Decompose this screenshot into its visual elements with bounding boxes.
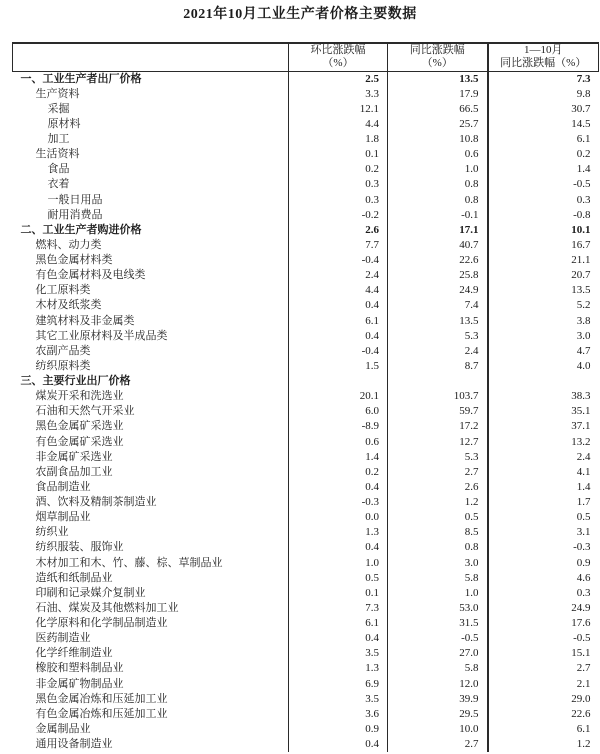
ytd-value: 6.1 xyxy=(488,132,599,147)
mom-value: 0.4 xyxy=(289,328,388,343)
yoy-value: 8.5 xyxy=(388,525,488,540)
col-header-mom-line2: （%） xyxy=(322,57,354,70)
table-row xyxy=(13,479,599,494)
table-row xyxy=(13,570,599,585)
ytd-value: 13.5 xyxy=(488,283,599,298)
mom-value: 0.4 xyxy=(289,479,388,494)
table-row xyxy=(13,616,599,631)
yoy-value: 53.0 xyxy=(388,600,488,615)
table-row xyxy=(13,389,599,404)
yoy-value: 2.7 xyxy=(388,737,488,752)
mom-value: 3.5 xyxy=(289,646,388,661)
row-label: 耐用消费品 xyxy=(47,208,103,221)
row-label: 原材料 xyxy=(47,117,81,130)
yoy-value: 31.5 xyxy=(388,616,488,631)
ytd-value: 30.7 xyxy=(488,101,599,116)
ytd-value: 0.3 xyxy=(488,192,599,207)
yoy-value: 1.2 xyxy=(388,495,488,510)
mom-value: 1.0 xyxy=(289,555,388,570)
row-label: 建筑材料及非金属类 xyxy=(35,314,135,327)
row-label: 通用设备制造业 xyxy=(35,738,113,751)
mom-value: 3.3 xyxy=(289,86,388,101)
row-label: 生产资料 xyxy=(35,87,80,100)
yoy-value: 27.0 xyxy=(388,646,488,661)
ytd-value: 15.1 xyxy=(488,646,599,661)
ytd-value: -0.5 xyxy=(488,177,599,192)
yoy-value: 17.2 xyxy=(388,419,488,434)
table-row xyxy=(13,253,599,268)
yoy-value: 25.7 xyxy=(388,116,488,131)
mom-value: 0.9 xyxy=(289,721,388,736)
mom-value: 0.2 xyxy=(289,464,388,479)
row-label: 一般日用品 xyxy=(47,193,103,206)
ytd-value: 1.7 xyxy=(488,495,599,510)
yoy-value xyxy=(388,374,488,389)
yoy-value: 5.3 xyxy=(388,328,488,343)
mom-value: -0.4 xyxy=(289,343,388,358)
ytd-value: 35.1 xyxy=(488,404,599,419)
row-label: 石油和天然气开采业 xyxy=(35,405,135,418)
ytd-value: 3.1 xyxy=(488,525,599,540)
mom-value: 0.1 xyxy=(289,585,388,600)
row-label: 非金属矿物制品业 xyxy=(35,677,124,690)
mom-value: -0.2 xyxy=(289,207,388,222)
mom-value: 4.4 xyxy=(289,116,388,131)
yoy-value: 25.8 xyxy=(388,268,488,283)
row-label: 化学原料和化学制品制造业 xyxy=(35,617,168,630)
table-row xyxy=(13,358,599,373)
mom-value: 0.3 xyxy=(289,177,388,192)
mom-value: 1.3 xyxy=(289,661,388,676)
ytd-value: 2.4 xyxy=(488,449,599,464)
ytd-value: 0.2 xyxy=(488,147,599,162)
table-row xyxy=(13,101,599,116)
yoy-value: 0.8 xyxy=(388,177,488,192)
yoy-value: 10.8 xyxy=(388,132,488,147)
table-row xyxy=(13,116,599,131)
ytd-value: -0.3 xyxy=(488,540,599,555)
yoy-value: 13.5 xyxy=(388,313,488,328)
row-label: 农副食品加工业 xyxy=(35,465,113,478)
ytd-value: 16.7 xyxy=(488,237,599,252)
mom-value: 0.6 xyxy=(289,434,388,449)
table-row xyxy=(13,600,599,615)
mom-value: 12.1 xyxy=(289,101,388,116)
yoy-value: 12.7 xyxy=(388,434,488,449)
page-title: 2021年10月工业生产者价格主要数据 xyxy=(183,7,417,22)
table-row xyxy=(13,147,599,162)
col-header-mom xyxy=(289,43,388,71)
col-header-ytd-line2: 同比涨跌幅（%） xyxy=(500,57,587,70)
yoy-value: 5.3 xyxy=(388,449,488,464)
ytd-value: 2.1 xyxy=(488,676,599,691)
row-label: 木材加工和木、竹、藤、棕、草制品业 xyxy=(35,556,223,569)
col-header-ytd-line1: 1—10月 xyxy=(524,44,563,57)
mom-value: 6.9 xyxy=(289,676,388,691)
row-label: 橡胶和塑料制品业 xyxy=(35,662,124,675)
ytd-value: 2.7 xyxy=(488,661,599,676)
yoy-value: 13.5 xyxy=(388,71,488,86)
ytd-value: 1.4 xyxy=(488,479,599,494)
row-label: 三、主要行业出厂价格 xyxy=(20,375,131,388)
row-label: 石油、煤炭及其他燃料加工业 xyxy=(35,601,179,614)
table-row xyxy=(13,525,599,540)
table-header xyxy=(13,43,599,71)
mom-value: 1.8 xyxy=(289,132,388,147)
yoy-value: 2.4 xyxy=(388,343,488,358)
table-row xyxy=(13,404,599,419)
yoy-value: 17.9 xyxy=(388,86,488,101)
col-header-yoy-line1: 同比涨跌幅 xyxy=(409,44,465,57)
col-header-yoy xyxy=(388,43,488,71)
row-label: 印刷和记录媒介复制业 xyxy=(35,586,146,599)
yoy-value: 3.0 xyxy=(388,555,488,570)
mom-value: 0.5 xyxy=(289,570,388,585)
mom-value: 1.5 xyxy=(289,358,388,373)
table-row xyxy=(13,374,599,389)
ytd-value: 0.9 xyxy=(488,555,599,570)
mom-value: 0.4 xyxy=(289,631,388,646)
yoy-value: 5.8 xyxy=(388,570,488,585)
row-label: 加工 xyxy=(47,133,70,146)
table-row xyxy=(13,464,599,479)
table-row xyxy=(13,495,599,510)
ytd-value: 22.6 xyxy=(488,706,599,721)
ytd-value: 20.7 xyxy=(488,268,599,283)
table-row xyxy=(13,585,599,600)
table-row xyxy=(13,631,599,646)
table-row xyxy=(13,207,599,222)
price-data-table xyxy=(12,42,599,752)
table-row xyxy=(13,419,599,434)
ytd-value: 14.5 xyxy=(488,116,599,131)
mom-value: 3.5 xyxy=(289,691,388,706)
row-label: 一、工业生产者出厂价格 xyxy=(20,72,142,85)
mom-value: 2.6 xyxy=(289,222,388,237)
row-label: 酒、饮料及精制茶制造业 xyxy=(35,496,157,509)
ytd-value: 6.1 xyxy=(488,721,599,736)
row-label: 烟草制品业 xyxy=(35,511,91,524)
mom-value: 3.6 xyxy=(289,706,388,721)
yoy-value: 2.6 xyxy=(388,479,488,494)
table-row xyxy=(13,313,599,328)
mom-value: 0.1 xyxy=(289,147,388,162)
ytd-value: 4.6 xyxy=(488,570,599,585)
row-label: 有色金属矿采选业 xyxy=(35,435,124,448)
table-row xyxy=(13,268,599,283)
row-label: 造纸和纸制品业 xyxy=(35,571,113,584)
ytd-value: 13.2 xyxy=(488,434,599,449)
mom-value: 2.5 xyxy=(289,71,388,86)
ytd-value: 1.2 xyxy=(488,737,599,752)
mom-value: 6.1 xyxy=(289,313,388,328)
row-label: 化学纤维制造业 xyxy=(35,647,113,660)
row-label: 黑色金属冶炼和压延加工业 xyxy=(35,692,168,705)
mom-value: 0.4 xyxy=(289,540,388,555)
yoy-value: 12.0 xyxy=(388,676,488,691)
row-label: 采掘 xyxy=(47,102,70,115)
table-row xyxy=(13,283,599,298)
row-label: 医药制造业 xyxy=(35,632,91,645)
yoy-value: 0.8 xyxy=(388,192,488,207)
table-row xyxy=(13,222,599,237)
row-label: 黑色金属材料类 xyxy=(35,254,113,267)
table-body xyxy=(13,71,599,752)
yoy-value: 24.9 xyxy=(388,283,488,298)
yoy-value: 1.0 xyxy=(388,162,488,177)
yoy-value: 66.5 xyxy=(388,101,488,116)
row-label: 衣着 xyxy=(47,178,70,191)
table-row xyxy=(13,676,599,691)
ytd-value: 3.0 xyxy=(488,328,599,343)
table-row xyxy=(13,132,599,147)
ytd-value xyxy=(488,374,599,389)
mom-value: 0.3 xyxy=(289,192,388,207)
table-row xyxy=(13,510,599,525)
mom-value: 2.4 xyxy=(289,268,388,283)
yoy-value: 0.8 xyxy=(388,540,488,555)
table-row xyxy=(13,298,599,313)
ytd-value: 24.9 xyxy=(488,600,599,615)
table-row xyxy=(13,540,599,555)
row-label: 燃料、动力类 xyxy=(35,238,102,251)
yoy-value: 29.5 xyxy=(388,706,488,721)
table-row xyxy=(13,434,599,449)
row-label: 木材及纸浆类 xyxy=(35,299,102,312)
table-row xyxy=(13,71,599,86)
ytd-value: 21.1 xyxy=(488,253,599,268)
mom-value: 0.2 xyxy=(289,162,388,177)
row-label: 化工原料类 xyxy=(35,284,91,297)
ytd-value: -0.8 xyxy=(488,207,599,222)
yoy-value: 0.5 xyxy=(388,510,488,525)
yoy-value: -0.1 xyxy=(388,207,488,222)
table-row xyxy=(13,661,599,676)
table-row xyxy=(13,646,599,661)
mom-value: 7.3 xyxy=(289,600,388,615)
ytd-value: 37.1 xyxy=(488,419,599,434)
ytd-value: 7.3 xyxy=(488,71,599,86)
mom-value: 6.1 xyxy=(289,616,388,631)
table-row xyxy=(13,177,599,192)
header-row xyxy=(13,43,599,71)
col-header-ytd xyxy=(488,43,599,71)
row-label: 非金属矿采选业 xyxy=(35,450,113,463)
yoy-value: 39.9 xyxy=(388,691,488,706)
ytd-value: 1.4 xyxy=(488,162,599,177)
mom-value: 7.7 xyxy=(289,237,388,252)
yoy-value: -0.5 xyxy=(388,631,488,646)
row-label: 生活资料 xyxy=(35,148,80,161)
yoy-value: 103.7 xyxy=(388,389,488,404)
table-row xyxy=(13,706,599,721)
table-row xyxy=(13,737,599,752)
table-row xyxy=(13,162,599,177)
ytd-value: 4.0 xyxy=(488,358,599,373)
ytd-value: 5.2 xyxy=(488,298,599,313)
row-label: 金属制品业 xyxy=(35,722,91,735)
table-row xyxy=(13,691,599,706)
mom-value: -0.4 xyxy=(289,253,388,268)
ytd-value: 38.3 xyxy=(488,389,599,404)
ytd-value: -0.5 xyxy=(488,631,599,646)
ytd-value: 9.8 xyxy=(488,86,599,101)
mom-value: 1.3 xyxy=(289,525,388,540)
row-label: 纺织服装、服饰业 xyxy=(35,541,124,554)
row-label: 食品制造业 xyxy=(35,480,91,493)
table-row xyxy=(13,721,599,736)
mom-value: 0.0 xyxy=(289,510,388,525)
mom-value: 0.4 xyxy=(289,298,388,313)
table-row xyxy=(13,192,599,207)
row-label: 二、工业生产者购进价格 xyxy=(20,223,142,236)
yoy-value: 40.7 xyxy=(388,237,488,252)
table-row xyxy=(13,555,599,570)
col-header-category xyxy=(13,43,289,71)
yoy-value: 7.4 xyxy=(388,298,488,313)
row-label: 农副产品类 xyxy=(35,344,91,357)
yoy-value: 0.6 xyxy=(388,147,488,162)
col-header-yoy-line2: （%） xyxy=(421,57,453,70)
ytd-value: 29.0 xyxy=(488,691,599,706)
row-label: 食品 xyxy=(47,163,70,176)
mom-value: 20.1 xyxy=(289,389,388,404)
row-label: 有色金属材料及电线类 xyxy=(35,269,146,282)
col-header-mom-line1: 环比涨跌幅 xyxy=(310,44,366,57)
ytd-value: 4.1 xyxy=(488,464,599,479)
mom-value: -0.3 xyxy=(289,495,388,510)
mom-value: -8.9 xyxy=(289,419,388,434)
yoy-value: 22.6 xyxy=(388,253,488,268)
yoy-value: 59.7 xyxy=(388,404,488,419)
yoy-value: 5.8 xyxy=(388,661,488,676)
row-label: 有色金属冶炼和压延加工业 xyxy=(35,707,168,720)
ytd-value: 3.8 xyxy=(488,313,599,328)
yoy-value: 1.0 xyxy=(388,585,488,600)
table-row xyxy=(13,86,599,101)
mom-value: 1.4 xyxy=(289,449,388,464)
yoy-value: 17.1 xyxy=(388,222,488,237)
row-label: 其它工业原材料及半成品类 xyxy=(35,329,168,342)
ytd-value: 17.6 xyxy=(488,616,599,631)
mom-value: 6.0 xyxy=(289,404,388,419)
table-row xyxy=(13,237,599,252)
yoy-value: 8.7 xyxy=(388,358,488,373)
ytd-value: 0.5 xyxy=(488,510,599,525)
row-label: 纺织原料类 xyxy=(35,359,91,372)
yoy-value: 2.7 xyxy=(388,464,488,479)
row-label: 煤炭开采和洗选业 xyxy=(35,390,124,403)
mom-value xyxy=(289,374,388,389)
row-label: 黑色金属矿采选业 xyxy=(35,420,124,433)
table-row xyxy=(13,343,599,358)
table-row xyxy=(13,328,599,343)
mom-value: 4.4 xyxy=(289,283,388,298)
ytd-value: 10.1 xyxy=(488,222,599,237)
row-label: 纺织业 xyxy=(35,526,69,539)
table-row xyxy=(13,449,599,464)
ytd-value: 4.7 xyxy=(488,343,599,358)
mom-value: 0.4 xyxy=(289,737,388,752)
yoy-value: 10.0 xyxy=(388,721,488,736)
ytd-value: 0.3 xyxy=(488,585,599,600)
